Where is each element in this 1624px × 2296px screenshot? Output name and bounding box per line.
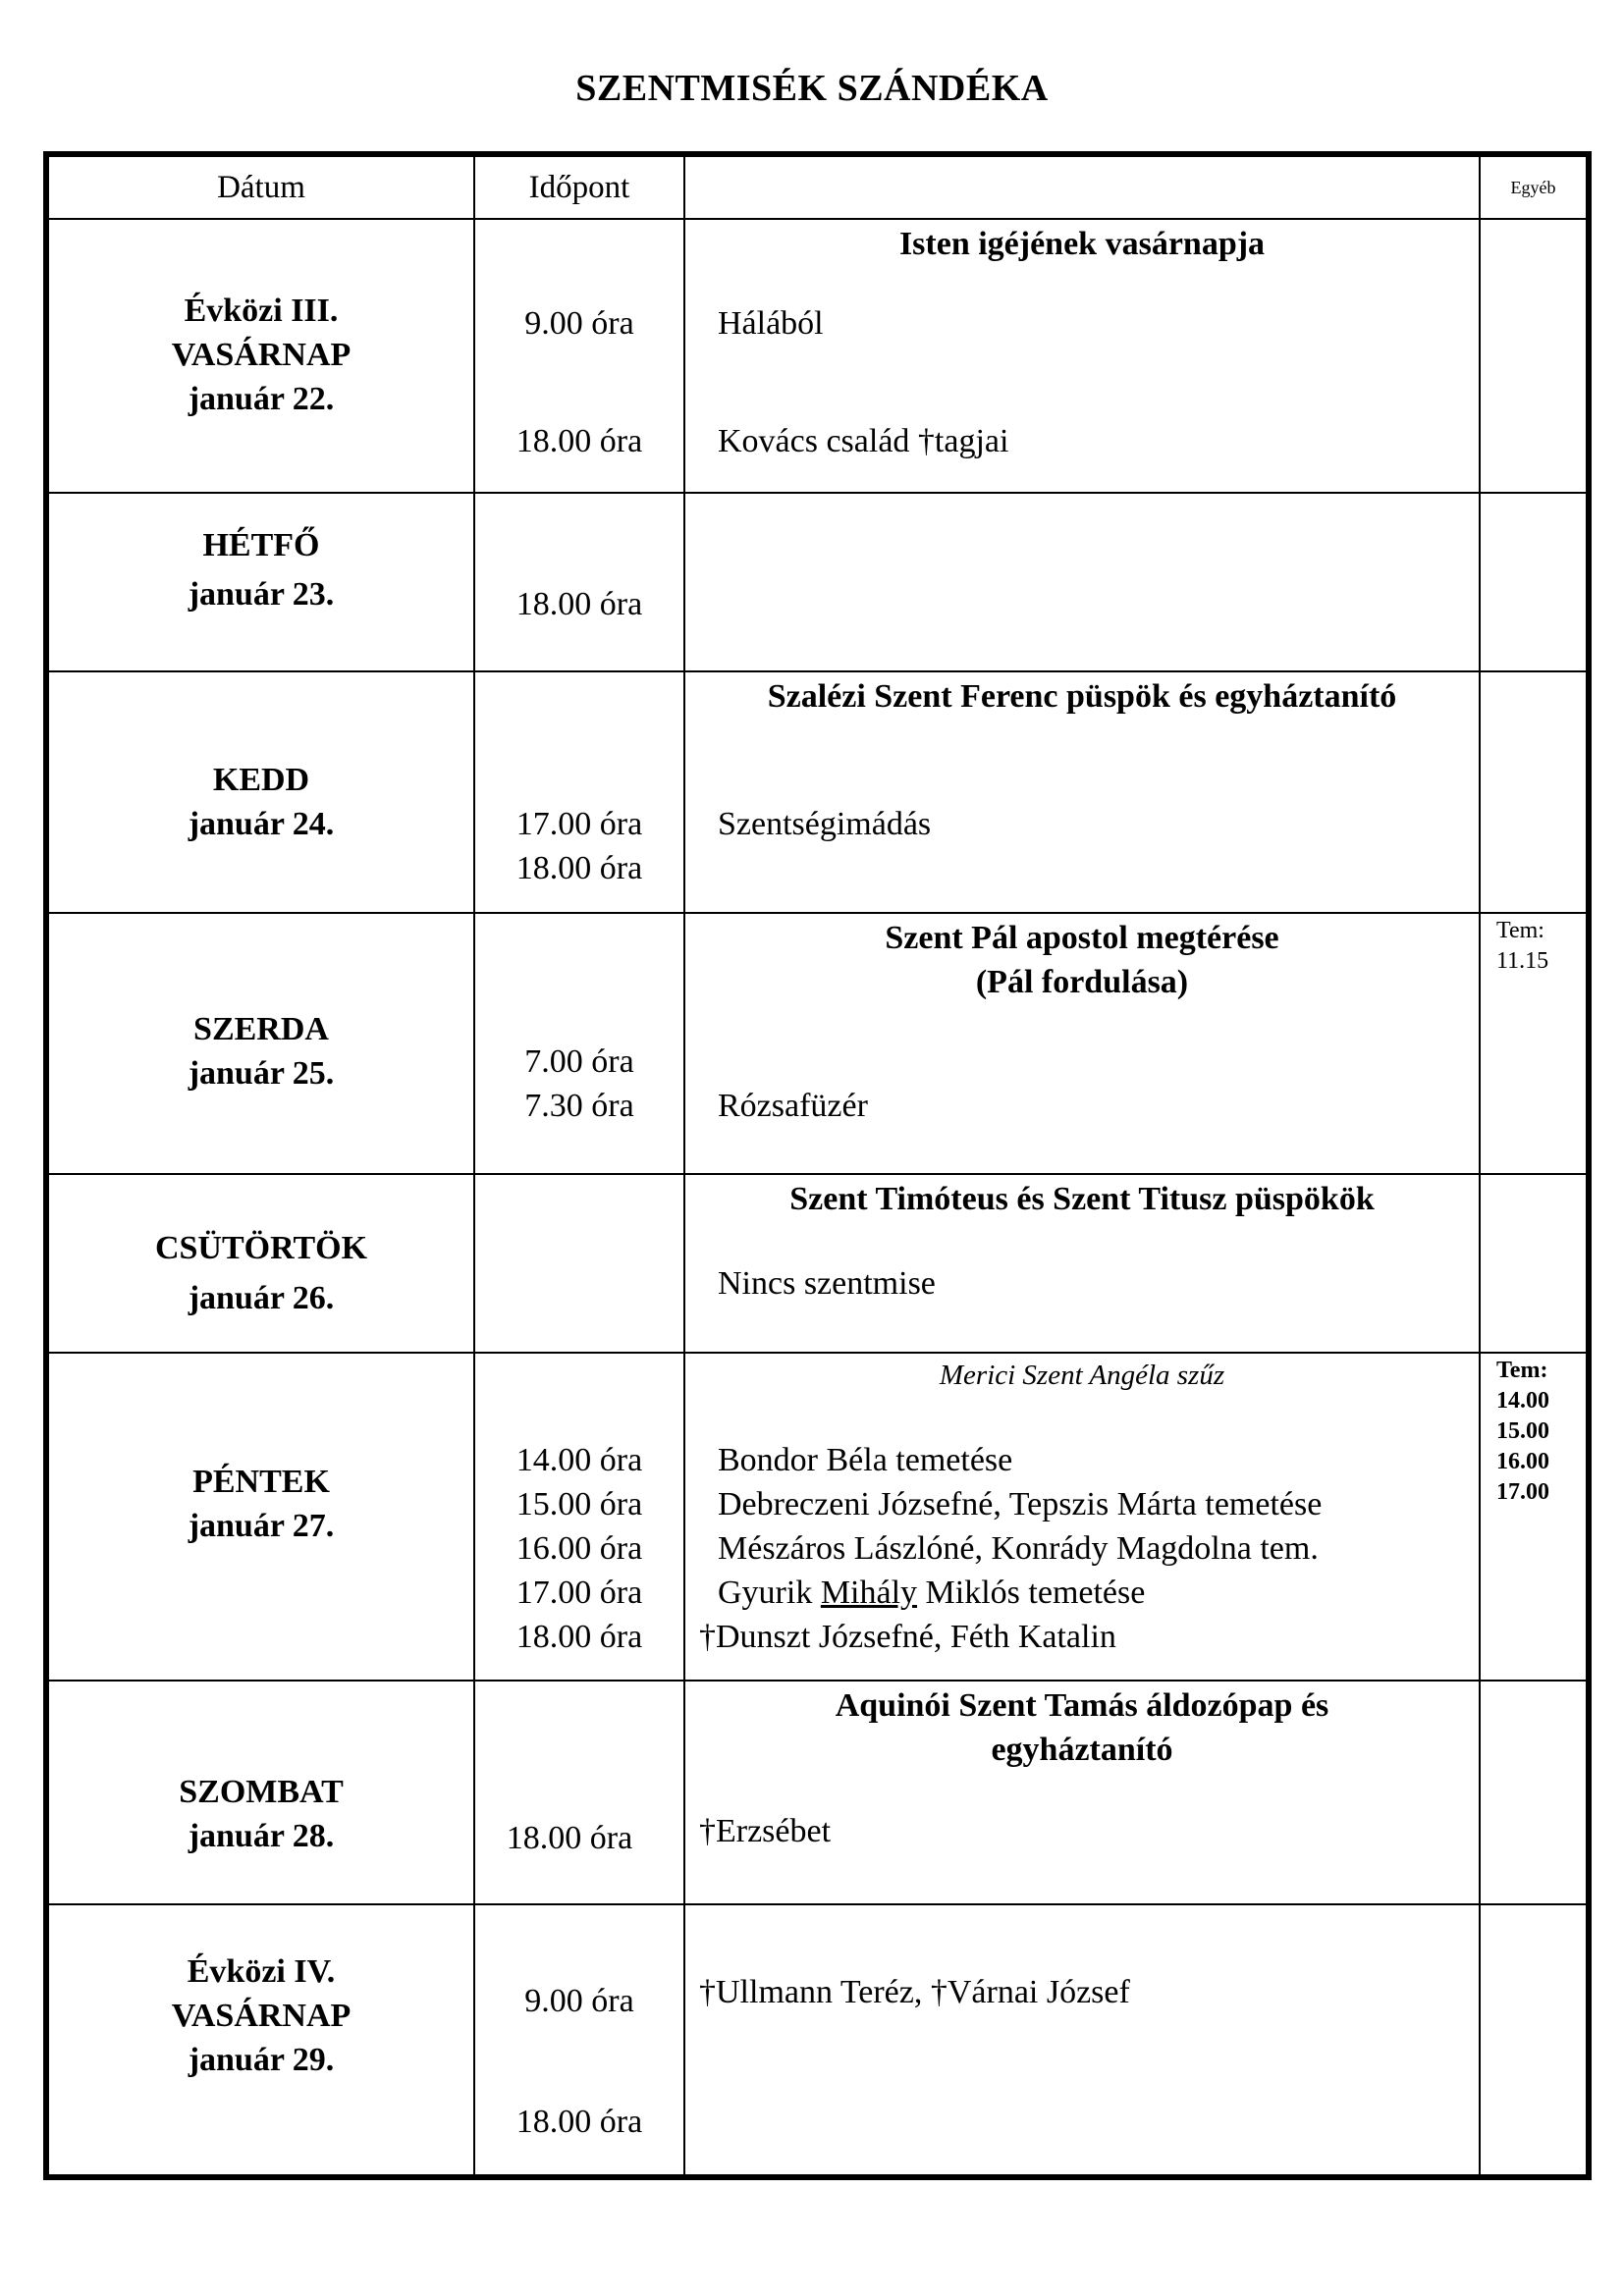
intention-cell [684,219,1480,493]
day-name: VASÁRNAP [171,1998,352,2034]
date-cell [48,1174,474,1353]
time-entry: 18.00 óra [515,423,643,459]
time-entry: 18.00 óra [515,1619,643,1655]
time-cell [474,1174,684,1353]
day-line: Évközi III. [184,293,339,329]
day-date: január 23. [188,576,335,613]
day-date: január 24. [188,806,335,842]
header-date: Dátum [48,156,474,219]
day-date: január 28. [188,1818,335,1854]
day-date: január 27. [188,1508,335,1544]
other-value: 14.00 [1496,1388,1549,1414]
intention-text: Miklós temetése [925,1575,1146,1611]
date-cell [48,913,474,1174]
time-entry: 18.00 óra [515,2104,643,2140]
intention-cell [684,913,1480,1174]
table-row [48,1904,1587,2175]
intention-cell [684,1681,1480,1904]
table-row [48,1353,1587,1681]
other-value: 17.00 [1496,1479,1549,1505]
intention-cell [684,493,1480,671]
intention-cell [684,1353,1480,1681]
day-date: január 25. [188,1055,335,1092]
day-name: KEDD [212,762,310,798]
time-cell [474,493,684,671]
table-row [48,1681,1587,1904]
feast-title: Szent Pál apostol megtérése [885,920,1279,956]
date-cell [48,493,474,671]
feast-title: Szalézi Szent Ferenc püspök és egyháztanító [767,678,1397,715]
other-cell [1480,913,1587,1174]
intention-entry: Szentségimádás [718,806,932,842]
other-cell [1480,493,1587,671]
time-entry: 16.00 óra [515,1530,643,1567]
intention-entry: Debreczeni Józsefné, Tepszis Márta temetése [718,1486,1323,1522]
feast-title: Aquinói Szent Tamás áldozópap és [835,1687,1329,1724]
time-cell [474,1353,684,1681]
time-cell [474,1681,684,1904]
other-cell [1480,1904,1587,2175]
time-entry: 9.00 óra [524,305,634,342]
intention-entry: Mészáros Lászlóné, Konrády Magdolna tem. [718,1530,1319,1567]
date-cell [48,671,474,913]
day-name: HÉTFŐ [202,527,320,563]
date-cell [48,1904,474,2175]
time-entry: 7.00 óra [524,1043,634,1080]
feast-subtitle: (Pál fordulása) [975,964,1189,1000]
intention-entry: †Dunszt Józsefné, Féth Katalin [699,1619,1116,1655]
date-cell [48,1353,474,1681]
other-value: 15.00 [1496,1418,1549,1444]
intention-cell [684,1904,1480,2175]
table-row [48,1174,1587,1353]
time-cell [474,1904,684,2175]
time-cell [474,219,684,493]
table-row [48,913,1587,1174]
header-time: Időpont [474,156,684,219]
intention-text: Gyurik [718,1575,813,1611]
other-value: 11.15 [1496,948,1549,974]
time-entry: 17.00 óra [515,806,643,842]
header-other: Egyéb [1480,156,1587,219]
day-date: január 26. [188,1280,335,1316]
feast-title: Szent Timóteus és Szent Titusz püspökök [789,1181,1375,1217]
intention-entry: Rózsafüzér [718,1088,868,1124]
date-cell [48,1681,474,1904]
day-name: PÉNTEK [192,1464,330,1500]
other-cell [1480,1174,1587,1353]
header-row [48,156,1587,219]
day-name: SZOMBAT [179,1774,344,1810]
table-row [48,219,1587,493]
other-cell [1480,219,1587,493]
intention-underlined-name: Mihály [820,1575,918,1611]
feast-subtitle: egyháztanító [991,1732,1173,1768]
time-entry: 17.00 óra [515,1575,643,1611]
time-entry: 14.00 óra [515,1442,643,1478]
day-name: SZERDA [193,1011,329,1047]
intention-cell [684,1174,1480,1353]
time-entry: 18.00 óra [515,850,643,886]
intention-entry: Kovács család †tagjai [718,423,1009,459]
time-entry: 15.00 óra [515,1486,643,1522]
other-cell [1480,671,1587,913]
other-cell [1480,1353,1587,1681]
other-value: 16.00 [1496,1449,1549,1474]
intention-entry [718,1571,1479,1615]
day-date: január 29. [188,2042,335,2078]
day-name: CSÜTÖRTÖK [154,1230,368,1266]
table-row [48,493,1587,671]
day-date: január 22. [188,381,335,417]
time-entry: 9.00 óra [524,1983,634,2019]
time-cell [474,913,684,1174]
mass-schedule-table [47,155,1588,2176]
other-label: Tem: [1496,918,1544,943]
table-row [48,671,1587,913]
feast-title: Merici Szent Angéla szűz [939,1360,1225,1391]
document-title: SZENTMISÉK SZÁNDÉKA [575,68,1049,109]
intention-entry: †Ullmann Teréz, †Várnai József [699,1974,1130,2010]
feast-title: Isten igéjének vasárnapja [898,226,1266,262]
time-cell [474,671,684,913]
date-cell [48,219,474,493]
header-intention [684,156,1480,219]
intention-entry: Hálából [718,305,824,342]
time-entry: 7.30 óra [524,1088,634,1124]
time-entry: 18.00 óra [506,1820,633,1856]
intention-entry: Bondor Béla temetése [718,1442,1013,1478]
other-cell [1480,1681,1587,1904]
time-entry: 18.00 óra [515,586,643,622]
intention-cell [684,671,1480,913]
intention-entry: Nincs szentmise [718,1265,936,1302]
other-label: Tem: [1496,1358,1548,1383]
intention-entry: †Erzsébet [699,1813,832,1849]
day-name: VASÁRNAP [171,337,352,373]
day-line: Évközi IV. [187,1953,336,1990]
